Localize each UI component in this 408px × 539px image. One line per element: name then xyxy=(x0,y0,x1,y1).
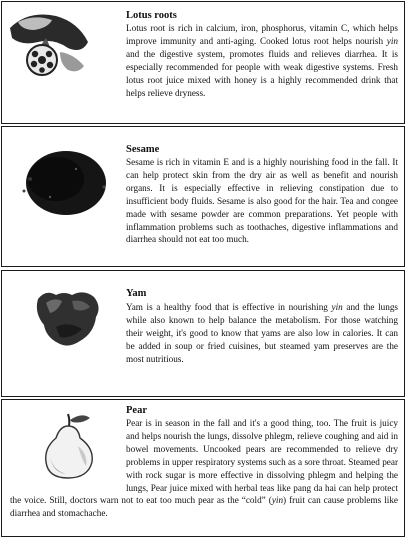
entry-lotus-roots xyxy=(1,1,405,124)
entry-yam xyxy=(1,270,405,397)
entry-pear xyxy=(1,399,405,537)
entry-body: Sesame is rich in vitamin E and is a highly nourishing food in the fall. It can help protect skin from the dry air as well as benefit and nourish organs. It is especially effective in relieving constipation due to insufficient body fluids. Sesame is also good for the hair. Tea and congee made with sesame powder are common preparations. Yet people with inflammation problems such as toothaches, digestive inflammations and diarrhea should not eat too much. xyxy=(126,157,398,245)
entry-sesame xyxy=(1,126,405,267)
entry-title: Pear xyxy=(126,405,147,416)
entry-body: Yam is a healthy food that is effective in nourishing yin and the lungs while also known to help balance the metabolism. For those watching their weight, it's good to know that yams are also low in calories. It can be added in soup or fried cuisines, but steamed yam preserves are the most nutritious. xyxy=(126,302,398,364)
entry-title: Sesame xyxy=(126,144,160,155)
entry-title: Yam xyxy=(126,288,147,299)
entry-body: Lotus root is rich in calcium, iron, phosphorus, vitamin C, which helps improve immunity and anti-aging. Cooked lotus root helps nourish yin and the digestive system, promotes fluids and relieves diarrhea. It is especially recommended for people with weak digestive systems. Fresh lotus root juice mixed with honey is a highly recommended drink that helps relieve dryness. xyxy=(126,23,398,98)
entry-title: Lotus roots xyxy=(126,10,177,21)
entry-body: Pear is in season in the fall and it's a good thing, too. The fruit is juicy and helps nourish the lungs, dissolve phlegm, relieve coughing and aid in bowel movements. Uncooked pears are recommended to relieve dry problems in upper respiratory systems such as a sore throat. Steamed pear with rock sugar is more effective in dissolving phlegm and helping the lungs, Pear juice mixed with herbal teas like pang da hai can help protect the voice. Still, doctors warn not to eat too much pear as the “cold” (yin) fruit can cause problems like diarrhea and stomachache. xyxy=(10,418,399,519)
